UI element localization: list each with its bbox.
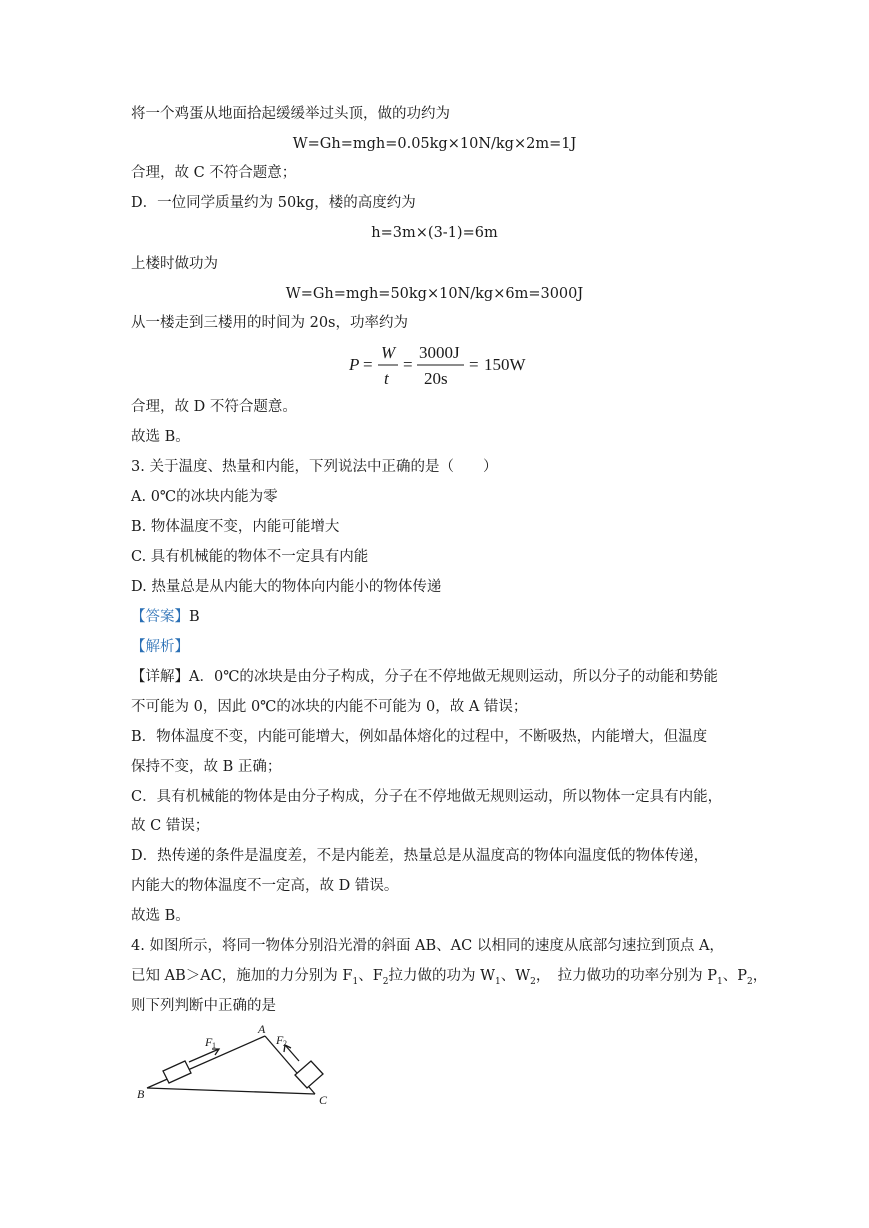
- option-b: B. 物体温度不变，内能可能增大: [131, 519, 340, 535]
- text-line: D．一位同学质量约为 50kg，楼的高度约为: [131, 195, 416, 211]
- formula-150w: 150W: [484, 355, 526, 374]
- label-c: C: [319, 1093, 328, 1105]
- text-span: 、F: [358, 968, 383, 984]
- text-span: ， 拉力做功的功率分别为 P: [535, 968, 718, 984]
- block-on-ab: [163, 1061, 191, 1083]
- label-f1: F: [205, 1035, 213, 1049]
- ground-bc: [147, 1088, 315, 1094]
- label-f2-sub: 2: [283, 1039, 287, 1048]
- text-span: 已知 AB＞AC，施加的力分别为 F: [131, 968, 353, 984]
- text-line: 合理，故 C 不符合题意；: [131, 165, 297, 181]
- arrow-f1: [189, 1049, 219, 1062]
- answer-tag: 【答案】: [131, 609, 189, 625]
- option-a: A. 0℃的冰块内能为零: [131, 489, 278, 505]
- subscript: 2: [530, 976, 536, 987]
- formula-eq1: =: [363, 355, 373, 374]
- option-d: D. 热量总是从内能大的物体向内能小的物体传递: [131, 579, 442, 595]
- text-line: 保持不变，故 B 正确；: [131, 759, 282, 775]
- formula-3000j: 3000J: [419, 343, 460, 362]
- answer-value: B: [189, 609, 200, 625]
- formula-eq3: =: [469, 355, 479, 374]
- arrow-f2: [285, 1045, 299, 1061]
- block-on-ac: [295, 1061, 323, 1088]
- text-span: ，: [752, 968, 768, 984]
- text-line: 不可能为 0，因此 0℃的冰块的内能不可能为 0，故 A 错误；: [131, 699, 528, 715]
- question-4-stem: 4. 如图所示，将同一物体分别沿光滑的斜面 AB、AC 以相同的速度从底部匀速拉到顶点 A，: [131, 938, 724, 954]
- text-span: 、P: [722, 968, 748, 984]
- text-line: 故选 B。: [131, 908, 190, 924]
- text-line: 合理，故 D 不符合题意。: [131, 399, 297, 415]
- subscript: 2: [382, 976, 389, 987]
- subscript: 2: [747, 976, 753, 987]
- text-line: 故选 B。: [131, 429, 190, 445]
- text-line: 则下列判断中正确的是: [131, 998, 276, 1014]
- text-span: 、W: [500, 968, 531, 984]
- label-f1-sub: 1: [212, 1041, 216, 1050]
- text-line: 将一个鸡蛋从地面拾起缓缓举过头顶，做的功约为: [131, 106, 450, 122]
- equation-line: h=3m×(3-1)=6m: [371, 225, 498, 241]
- text-line: 从一楼走到三楼用的时间为 20s，功率约为: [131, 315, 408, 331]
- detail-line: [131, 667, 718, 687]
- label-a: A: [258, 1022, 266, 1036]
- text-line: B．物体温度不变，内能可能增大，例如晶体熔化的过程中，不断吸热，内能增大，但温度: [131, 729, 708, 745]
- formula-eq2: =: [403, 355, 413, 374]
- formula-t: t: [384, 369, 389, 388]
- text-line: D．热传递的条件是温度差，不是内能差，热量总是从温度高的物体向温度低的物体传递，: [131, 848, 709, 864]
- question-3-stem: 3. 关于温度、热量和内能，下列说法中正确的是（ ）: [131, 459, 498, 475]
- power-formula: [0, 342, 869, 388]
- label-b: B: [137, 1087, 145, 1101]
- equation-line: W=Gh=mgh=50kg×10N/kg×6m=3000J: [285, 286, 584, 302]
- text-line: C．具有机械能的物体是由分子构成，分子在不停地做无规则运动，所以物体一定具有内能，: [131, 789, 723, 805]
- text-line: 故 C 错误；: [131, 818, 210, 834]
- text-line: 上楼时做功为: [131, 256, 218, 272]
- subscript: 1: [717, 976, 723, 987]
- detail-text: A．0℃的冰块是由分子构成，分子在不停地做无规则运动，所以分子的动能和势能: [189, 669, 718, 685]
- answer-line: [131, 607, 200, 627]
- analysis-tag: 【解析】: [131, 639, 189, 655]
- subscript: 1: [352, 976, 359, 987]
- equation-line: W=Gh=mgh=0.05kg×10N/kg×2m=1J: [292, 136, 577, 152]
- question-4-line2: [131, 966, 767, 992]
- formula-p: P: [349, 355, 360, 374]
- incline-diagram: [135, 1020, 345, 1105]
- option-c: C. 具有机械能的物体不一定具有内能: [131, 549, 369, 565]
- label-f2: F: [276, 1033, 284, 1047]
- text-line: 内能大的物体温度不一定高，故 D 错误。: [131, 878, 399, 894]
- formula-w: W: [381, 343, 396, 362]
- detail-tag: 【详解】: [131, 669, 189, 685]
- text-span: 拉力做的功为 W: [388, 968, 496, 984]
- subscript: 1: [495, 976, 501, 987]
- formula-20s: 20s: [424, 369, 448, 388]
